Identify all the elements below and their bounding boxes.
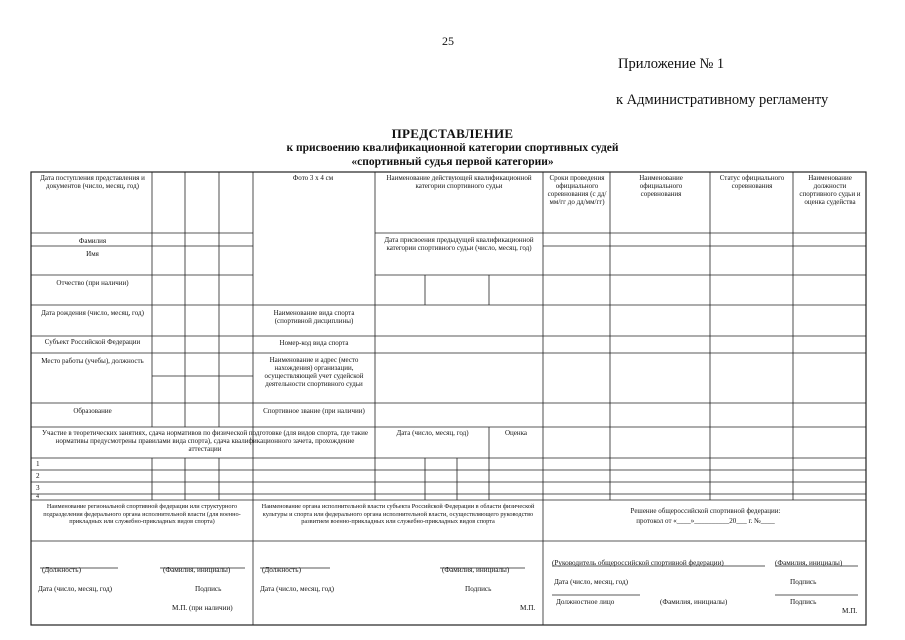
- organization-label: Наименование и адрес (место нахождения) организации, осуществляющей учет судейской деятельности спортивного судьи: [264, 356, 364, 388]
- surname-label: Фамилия: [78, 237, 107, 245]
- signer1-name: (Фамилия, инициалы): [163, 566, 231, 574]
- sport-title-label: Спортивное звание (при наличии): [263, 407, 365, 415]
- signer2-position: (Должность): [262, 566, 301, 574]
- signer3-stamp: М.П.: [842, 607, 858, 615]
- signer3-name: (Фамилия, инициалы): [775, 559, 843, 567]
- competition-status-header: Статус официального соревнования: [719, 174, 785, 190]
- form-subtitle: к присвоению квалификационной категории спортивных судей: [286, 142, 619, 154]
- grade-header: Оценка: [504, 429, 528, 437]
- row-number: 3: [36, 484, 40, 492]
- received-date-header: Дата поступления представления и документов (число, месяц, год): [40, 174, 145, 190]
- sport-code-label: Номер-код вида спорта: [279, 339, 349, 347]
- row-number: 1: [36, 460, 40, 468]
- signer2-date: Дата (число, месяц, год): [260, 585, 335, 593]
- signer3-signature: Подпись: [790, 578, 817, 586]
- period-header: Сроки проведения официального соревнования (с дд/мм/гг до дд/мм/гг): [547, 174, 607, 206]
- federation-head-label: (Руководитель общероссийской спортивной федерации): [552, 559, 724, 567]
- appendix-number: Приложение № 1: [618, 56, 725, 72]
- official-label: Должностное лицо: [556, 598, 615, 606]
- name-label: Имя: [86, 250, 99, 258]
- patronymic-label: Отчество (при наличии): [56, 279, 129, 287]
- education-label: Образование: [73, 407, 112, 415]
- birth-date-label: Дата рождения (число, месяц, год): [41, 309, 144, 317]
- signer3-date: Дата (число, месяц, год): [554, 578, 629, 586]
- photo-cell: Фото 3 х 4 см: [292, 174, 334, 182]
- participation-header: Участие в теоретических занятиях, сдача нормативов по физической подготовке (для видов спорта, где такие нормативы предусмотрены правилами вида спорта), сдача квалификационного зачета, прохождение аттестации: [42, 429, 368, 453]
- signer1-stamp: М.П. (при наличии): [172, 604, 233, 612]
- decision-protocol: протокол от «____»__________20___ г. №____: [636, 517, 775, 525]
- competition-name-header: Наименование официального соревнования: [639, 174, 683, 198]
- participation-date-header: Дата (число, месяц, год): [396, 429, 469, 437]
- signer2-name: (Фамилия, инициалы): [442, 566, 510, 574]
- signer1-signature: Подпись: [195, 585, 222, 593]
- work-place-label: Место работы (учебы), должность: [41, 357, 144, 365]
- region-label: Субъект Российской Федерации: [44, 338, 141, 346]
- sport-name-label: Наименование вида спорта (спортивной дисциплины): [273, 309, 355, 325]
- prev-category-date-header: Дата присвоения предыдущей квалификационной категории спортивного судьи (число, месяц, год): [384, 236, 534, 252]
- form-category: «спортивный судья первой категории»: [351, 156, 554, 168]
- row-number: 4: [36, 494, 39, 500]
- form-title: ПРЕДСТАВЛЕНИЕ: [391, 126, 514, 141]
- signer2-signature: Подпись: [465, 585, 492, 593]
- position-header: Наименование должности спортивного судьи и оценка судейства: [799, 174, 861, 206]
- signer1-position: (Должность): [42, 566, 81, 574]
- page-number: 25: [442, 34, 454, 48]
- signer1-date: Дата (число, месяц, год): [38, 585, 113, 593]
- decision-header: Решение общероссийской спортивной федерации:: [630, 507, 781, 515]
- appendix-reference: к Административному регламенту: [616, 92, 829, 108]
- official-signature: Подпись: [790, 598, 817, 606]
- current-category-header: Наименование действующей квалификационной категории спортивного судьи: [386, 174, 532, 190]
- executive-org-header: Наименование органа исполнительной власти субъекта Российской Федерации в области физической культуры и спорта или федерального органа исполнительной власти, осуществляющего руководство развитием военно-прикладных или служебно-прикладных видов спорта: [261, 503, 535, 525]
- row-number: 2: [36, 472, 40, 480]
- federation-org-header: Наименование региональной спортивной федерации или структурного подразделения федерального органа исполнительной власти (для военно-прикладных или служебно-прикладных видов спорта): [43, 503, 241, 525]
- official-name: (Фамилия, инициалы): [660, 598, 728, 606]
- signer2-stamp: М.П.: [520, 604, 536, 612]
